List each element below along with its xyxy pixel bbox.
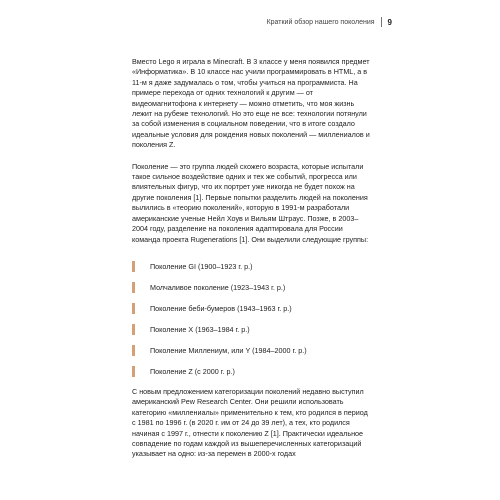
list-item — [132, 282, 370, 293]
list-item — [132, 366, 370, 377]
bullet-bar-icon — [132, 345, 135, 356]
list-item-label: Поколение X (1963–1984 г. р.) — [150, 324, 250, 334]
paragraph-definition: Поколение — это группа людей схожего возраста, которые испытали такое сильное воздействие одних и тех же событий, прогресса или влиятельных фигур, что их портрет уже никогда не будет похож на другие поколения [1]. Первые попытки разделить людей на поколения вылились в «теорию поколений», которую в 1991-м разработали американские ученые Нейл Хоув и Вильям Штраус. Позже, в 2003–2004 году, разделение на поколения адаптировала для России команда проекта Rugenerations [1]. Они выделили следующие группы: — [132, 161, 369, 244]
running-title: Краткий обзор нашего поколения — [266, 18, 375, 26]
header-divider — [381, 17, 382, 27]
bullet-bar-icon — [132, 261, 135, 272]
list-item — [132, 345, 370, 356]
paragraph-intro: Вместо Lego я играла в Minecraft. В 3 классе у меня появился предмет «Информатика». В 10 классе нас учили программировать в HTML, а в 11-м я даже задумалась о том, чтобы учиться на программиста. На примере перехода от одних технологий к другим — от видеомагнитофона к интернету — можно отметить, что моя жизнь лежит на рубеже технологий. Но это еще не все: технологии потянули за собой изменения в социальном поведении, что в итоге создало идеальные условия для рождения новых поколений — миллениалов и поколения Z. — [132, 57, 370, 150]
page-number: 9 — [387, 17, 392, 27]
list-item — [132, 261, 370, 272]
page-body — [132, 57, 370, 460]
list-item — [132, 303, 370, 314]
list-item-label: Поколение GI (1900–1923 г. р.) — [150, 261, 253, 271]
paragraph-pew: С новым предложением категоризации поколений недавно выступил американский Pew Research Center. Они решили использовать категорию «миллениалы» применительно к тем, кто родился в период с 1981 по 1996 г. (в 2020 г. им от 24 до 39 лет), а тех, кто родился начиная с 1997 г., отнести к поколению Z [1]. Практически идеальное совпадение по годам каждой из вышеперечисленных категоризаций указывает на одно: из-за перемен в 2000-х годах — [132, 386, 368, 459]
bullet-bar-icon — [132, 303, 135, 314]
list-item-label: Поколение Z (с 2000 г. р.) — [150, 366, 235, 376]
list-item-label: Поколение Миллениум, или Y (1984–2000 г. р.) — [150, 345, 307, 355]
generations-list — [132, 261, 370, 377]
bullet-bar-icon — [132, 282, 135, 293]
bullet-bar-icon — [132, 366, 135, 377]
running-header — [267, 17, 392, 27]
bullet-bar-icon — [132, 324, 135, 335]
list-item-label: Поколение беби-бумеров (1943–1963 г. р.) — [150, 303, 292, 313]
list-item — [132, 324, 370, 335]
list-item-label: Молчаливое поколение (1923–1943 г. р.) — [150, 282, 286, 292]
